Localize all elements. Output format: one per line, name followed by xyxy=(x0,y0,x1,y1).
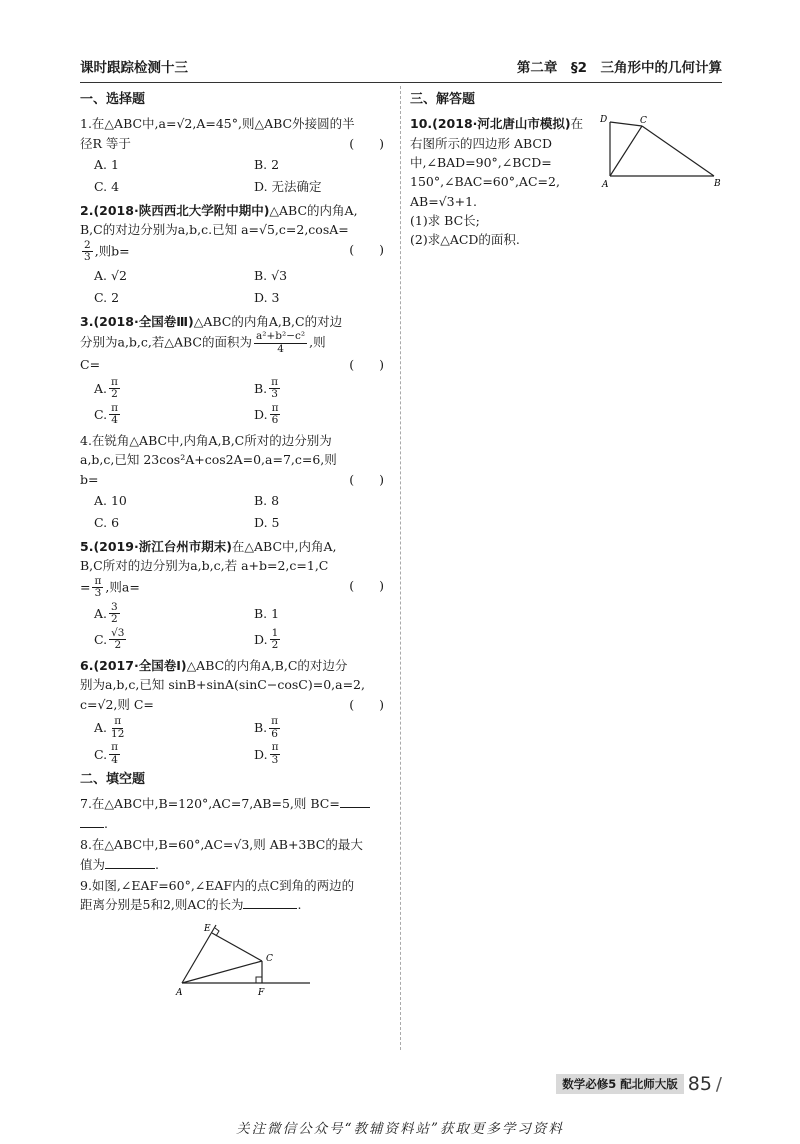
option-a[interactable]: A. 1 xyxy=(94,157,119,173)
q1-options xyxy=(94,155,390,197)
option-b[interactable]: B. 8 xyxy=(254,493,280,509)
option-a[interactable]: A. $\frac{\pi}{2}$ xyxy=(94,375,118,401)
q4-paren: ( ) xyxy=(349,471,384,487)
q8-text: 8.在△ABC中,B=60°,AC=√3,则 AB+3BC的最大 xyxy=(80,837,363,853)
label-b: B xyxy=(714,179,721,189)
q7-text: 7.在△ABC中,B=120°,AC=7,AB=5,则 BC= xyxy=(80,796,340,812)
option-d[interactable]: D. 3 xyxy=(254,290,280,306)
question-5: 5.(2019·浙江台州市期末)在△ABC中,内角A, B,C所对的边分别为a,b,c,若 a+b=2,c=1,C = $\frac{\pi}{3}$ ,则a= ( ) A. $\frac{3}{2}$ B. 1 C. $\frac{√3}{2}$ D. $\frac{1}{2}$ xyxy=(80,537,390,652)
q4-text3: b= xyxy=(80,471,99,487)
q5-text: 在△ABC中,内角A, xyxy=(231,538,337,554)
option-b[interactable]: B. 2 xyxy=(254,157,280,173)
q3-paren: ( ) xyxy=(349,357,384,373)
q6-text3: c=√2,则 C= xyxy=(80,696,154,712)
section-answer-title: 三、解答题 xyxy=(410,92,476,107)
section-choice-title: 一、选择题 xyxy=(80,92,146,107)
watermark-text: 关注微信公众号“教辅资料站”获取更多学习资料 xyxy=(236,1121,564,1137)
slash-mark: / xyxy=(715,1073,722,1095)
label-e: E xyxy=(204,923,211,934)
question-8: 8.在△ABC中,B=60°,AC=√3,则 AB+3BC的最大 值为 . xyxy=(80,835,390,874)
option-d[interactable]: D. 无法确定 xyxy=(254,179,322,195)
q5-fraction: $\frac{\pi}{3}$ xyxy=(94,574,102,600)
option-a[interactable]: A. $\frac{\pi}{12}$ xyxy=(94,715,125,740)
option-b[interactable]: B. √3 xyxy=(254,268,288,284)
option-a[interactable]: A. 10 xyxy=(94,493,127,509)
q10-line-1: 右图所示的四边形 ABCD xyxy=(410,135,553,151)
option-c[interactable]: C. 6 xyxy=(94,515,120,531)
q7-answer-blank-cont[interactable] xyxy=(80,815,104,828)
q3-source: 3.(2018·全国卷Ⅲ) xyxy=(80,313,194,329)
q2-source: 2.(2018·陕西西北大学附中期中) xyxy=(80,202,270,218)
question-6 xyxy=(80,656,390,766)
column-divider xyxy=(400,86,401,1050)
q9-text: 9.如图,∠EAF=60°,∠EAF内的点C到角的两边的 xyxy=(80,877,355,893)
chapter-title: 第二章 §2 三角形中的几何计算 xyxy=(516,60,722,76)
q5-source: 5.(2019·浙江台州市期末) xyxy=(80,538,232,554)
q6-text: △ABC的内角A,B,C的对边分 xyxy=(186,657,348,673)
q3-fraction: $\frac{\text{a²+b²−c²}}{4}$ xyxy=(256,330,306,355)
option-c[interactable]: C. $\frac{√3}{2}$ xyxy=(94,626,125,652)
q2-fraction: $\frac{2}{3}$ xyxy=(84,238,91,264)
page-number: 85 xyxy=(687,1073,712,1095)
option-a[interactable]: A. $\frac{3}{2}$ xyxy=(94,600,118,626)
question-2 xyxy=(80,201,390,308)
q1-text2: 径R 等于 xyxy=(80,135,131,151)
page-footer xyxy=(556,1073,722,1095)
q6-text2: 别为a,b,c,已知 sinB+sinA(sinC−cosC)=0,a=2, xyxy=(80,677,365,693)
option-a[interactable]: A. √2 xyxy=(94,268,127,284)
question-7: 7.在△ABC中,B=120°,AC=7,AB=5,则 BC= . xyxy=(80,794,390,833)
q4-options xyxy=(94,491,390,533)
q2-text2: B,C的对边分别为a,b,c.已知 a=√5,c=2,cosA= xyxy=(80,222,349,238)
q3-text3: C= xyxy=(80,357,101,373)
option-c[interactable]: C. 4 xyxy=(94,179,120,195)
label-d: D xyxy=(600,115,608,125)
q2-text: △ABC的内角A, xyxy=(269,202,358,218)
q3-text2: 分别为a,b,c,若△ABC的面积为 xyxy=(80,334,252,350)
q10-source: 10.(2018·河北唐山市模拟) xyxy=(410,116,571,132)
q5-text2: B,C所对的边分别为a,b,c,若 a+b=2,c=1,C xyxy=(80,558,329,574)
q5-options xyxy=(94,602,390,652)
option-c[interactable]: C. $\frac{\pi}{4}$ xyxy=(94,741,118,766)
lesson-title: 课时跟踪检测十三 xyxy=(80,60,188,76)
q10-figure xyxy=(600,110,730,190)
option-d[interactable]: D. $\frac{1}{2}$ xyxy=(254,626,279,652)
left-column xyxy=(80,88,390,1008)
q2-paren: ( ) xyxy=(349,241,384,257)
option-d[interactable]: D. $\frac{\pi}{6}$ xyxy=(254,401,279,427)
label-a: A xyxy=(602,180,609,190)
q1-text: 1.在△ABC中,a=√2,A=45°,则△ABC外接圆的半 xyxy=(80,116,355,132)
q6-source: 6.(2017·全国卷Ⅰ) xyxy=(80,657,187,673)
label-c: C xyxy=(640,116,647,126)
q9-answer-blank[interactable] xyxy=(243,896,297,909)
q4-text2: a,b,c,已知 23cos²A+cos2A=0,a=7,c=6,则 xyxy=(80,452,337,468)
q10-sub-1: (1)求 BC长; xyxy=(410,213,480,229)
option-b[interactable]: B. $\frac{\pi}{6}$ xyxy=(254,715,279,740)
q2-tail: ,则b= xyxy=(94,243,130,259)
q2-options xyxy=(94,266,390,308)
q10-sub-2: (2)求△ACD的面积. xyxy=(410,232,520,248)
option-b[interactable]: B. $\frac{\pi}{3}$ xyxy=(254,375,279,401)
option-d[interactable]: D. 5 xyxy=(254,515,280,531)
q1-paren: ( ) xyxy=(349,135,384,151)
label-f: F xyxy=(258,987,265,998)
question-1 xyxy=(80,114,390,197)
q3-tail: ,则 xyxy=(309,334,326,350)
question-3 xyxy=(80,312,390,427)
q10-line-4: AB=√3+1. xyxy=(410,193,478,209)
page-header xyxy=(80,50,722,83)
book-badge: 数学必修5 配北师大版 xyxy=(556,1074,684,1094)
q5-paren: ( ) xyxy=(349,577,384,593)
option-c[interactable]: C. 2 xyxy=(94,290,120,306)
option-c[interactable]: C. $\frac{\pi}{4}$ xyxy=(94,401,118,427)
q7-answer-blank[interactable] xyxy=(340,795,370,808)
q10-line-3: 150°,∠BAC=60°,AC=2, xyxy=(410,174,560,190)
question-9: 9.如图,∠EAF=60°,∠EAF内的点C到角的两边的 距离分别是5和2,则AC的长为 . E C A F xyxy=(80,876,390,1006)
q6-paren: ( ) xyxy=(349,696,384,712)
q3-options xyxy=(94,377,390,427)
question-4 xyxy=(80,431,390,533)
q5-tail: ,则a= xyxy=(105,579,140,595)
option-d[interactable]: D. $\frac{\pi}{3}$ xyxy=(254,741,279,766)
q3-text: △ABC的内角A,B,C的对边 xyxy=(193,313,343,329)
label-a: A xyxy=(176,987,183,998)
q8-answer-blank[interactable] xyxy=(105,856,155,869)
q4-text: 4.在锐角△ABC中,内角A,B,C所对的边分别为 xyxy=(80,432,332,448)
q6-options xyxy=(94,716,390,766)
option-b[interactable]: B. 1 xyxy=(254,606,280,622)
q9-figure xyxy=(170,921,310,1001)
section-fill-title: 二、填空题 xyxy=(80,772,146,788)
q10-line-2: 中,∠BAD=90°,∠BCD= xyxy=(410,154,552,170)
label-c: C xyxy=(266,953,273,964)
question-10: 10.(2018·河北唐山市模拟)在 右图所示的四边形 ABCD 中,∠BAD=90°,∠BCD= 150°,∠BAC=60°,AC=2, AB=√3+1. (1)求 BC长; (2)求△ACD的面积. xyxy=(410,114,730,250)
